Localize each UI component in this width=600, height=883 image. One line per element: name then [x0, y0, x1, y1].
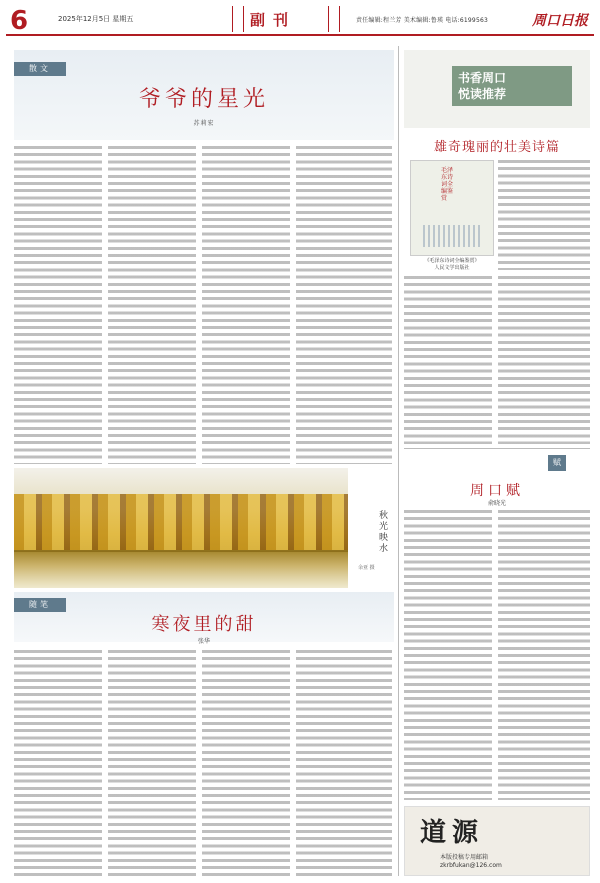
article-body-col3: [202, 146, 290, 464]
masthead: [6, 6, 594, 36]
section-bar-right: [328, 6, 340, 32]
article-body-col2: [108, 146, 196, 464]
article-author: 苏莉宏: [193, 120, 215, 127]
fu-title: 周口赋: [470, 483, 524, 499]
submission-ad-label: 本版投稿专用邮箱: [440, 854, 489, 861]
autumn-photo: [14, 468, 348, 588]
fu-tag: 赋: [548, 455, 566, 471]
article-body-col1: [14, 146, 102, 464]
article2-author: 张华: [197, 638, 210, 645]
book-review-heading: 雄奇瑰丽的壮美诗篇: [433, 140, 560, 155]
reading-promo-title: [452, 66, 572, 106]
article2-body-col1: [14, 650, 102, 876]
fu-body-col2: [498, 510, 590, 800]
article2-title: 寒夜里的甜: [151, 614, 257, 635]
article2-tag: 随笔: [14, 598, 66, 612]
editor-credits: 责任编辑:程兰芳 美术编辑:鲁瑛 电话:6199563: [356, 17, 489, 24]
book-review-body-top: [498, 160, 590, 270]
book-cover-art: [423, 225, 483, 247]
article-body-col4: [296, 146, 392, 464]
photo-trees: [14, 494, 348, 550]
promo-line2: 悦读推荐: [458, 87, 507, 101]
section-divider: [404, 448, 590, 449]
publication-date: 2025年12月5日 星期五: [58, 15, 134, 23]
photo-credit: 余亚 摄: [358, 565, 375, 571]
article-tag: 散文: [14, 62, 66, 76]
fu-body-col1: [404, 510, 492, 800]
newspaper-logo: 周口日报: [532, 13, 588, 29]
article-title: 爷爷的星光: [138, 87, 269, 112]
book-review-body-col1: [404, 276, 492, 444]
book-caption: [410, 258, 494, 272]
book-caption-title: 《毛泽东诗词全编鉴赏》: [424, 258, 480, 264]
section-bar-left: [232, 6, 244, 32]
photo-caption: 秋光映水: [377, 510, 387, 554]
promo-line1: 书香周口: [458, 71, 507, 85]
book-cover: [410, 160, 494, 256]
article2-body-col2: [108, 650, 196, 876]
fu-author: 俞晓光: [487, 500, 506, 507]
book-cover-title: 毛泽东诗词全编鉴赏: [441, 167, 454, 202]
book-review-body-col2: [498, 276, 590, 444]
photo-water: [14, 552, 348, 588]
submission-ad-title: 道源: [420, 818, 485, 848]
article2-body-col3: [202, 650, 290, 876]
column-divider: [398, 46, 399, 876]
book-caption-publisher: 人民文学出版社: [434, 265, 470, 271]
page-number: 6: [10, 6, 29, 36]
submission-email[interactable]: zkrbfukan@126.com: [440, 862, 502, 869]
article2-body-col4: [296, 650, 392, 876]
section-name: 副刊: [250, 11, 297, 29]
